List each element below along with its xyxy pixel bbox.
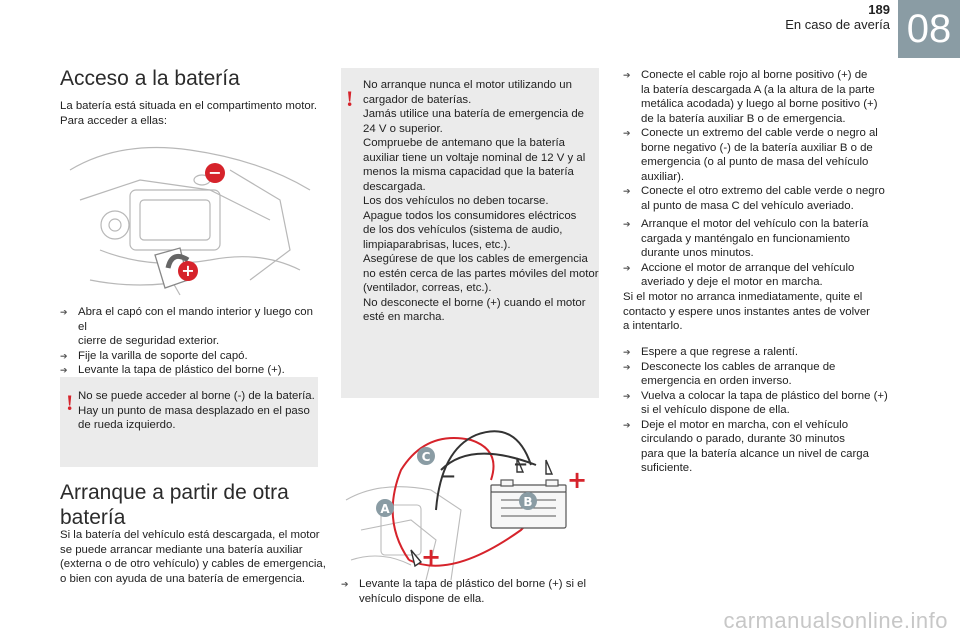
line: emergencia (o al punto de masa del vehículo xyxy=(641,156,869,168)
line: Si el motor no arranca inmediatamente, quite el xyxy=(623,291,863,303)
line: a intentarlo. xyxy=(623,320,683,332)
list-item xyxy=(60,349,322,364)
note-line: Hay un punto de masa desplazado en el paso xyxy=(78,404,310,417)
line: metálica acodada) y luego al borne positivo (+) xyxy=(641,98,878,110)
line: cierre de seguridad exterior. xyxy=(78,335,220,347)
line: (externa o de otro vehículo) y cables de emergencia, xyxy=(60,558,326,570)
line: Levante la tapa de plástico del borne (+). xyxy=(78,364,285,376)
watermark: carmanualsonline.info xyxy=(723,608,948,633)
diagram-plus-b: + xyxy=(567,466,588,494)
chapter-tab: 08 xyxy=(898,0,960,58)
line: Espere a que regrese a ralentí. xyxy=(641,346,799,358)
line: Apague todos los consumidores eléctricos xyxy=(363,209,577,222)
line: Conecte un extremo del cable verde o negro al xyxy=(641,127,878,139)
section-title: En caso de avería xyxy=(785,17,890,32)
line: (ventilador, correas, etc.). xyxy=(363,282,492,294)
finish-steps xyxy=(623,345,893,476)
list-item xyxy=(623,360,893,389)
warning-icon: ! xyxy=(346,86,354,111)
heading-battery-access: Acceso a la batería xyxy=(60,67,240,90)
note-line: No se puede acceder al borne (-) de la batería. xyxy=(78,390,315,402)
list-item xyxy=(623,261,893,290)
intro-line: Para acceder a ellas: xyxy=(60,114,168,127)
line: borne negativo (-) de la batería auxiliar B o de xyxy=(641,141,873,154)
line: emergencia en orden inverso. xyxy=(641,375,792,387)
line: descargada. xyxy=(363,180,426,193)
line: circulando o parado, durante 30 minutos xyxy=(641,433,845,445)
line: Asegúrese de que los cables de emergencia xyxy=(363,253,588,265)
diagram-minus-c: − xyxy=(441,466,457,487)
minus-sign: − xyxy=(208,163,222,182)
start-steps xyxy=(623,217,893,290)
list-item xyxy=(623,126,893,184)
line: Arranque el motor del vehículo con la batería xyxy=(641,218,869,230)
battery-access-steps xyxy=(60,305,322,378)
engine-battery-illustration xyxy=(60,130,320,300)
line: averiado y deje el motor en marcha. xyxy=(641,276,823,288)
label-c: C xyxy=(421,450,431,464)
connection-steps xyxy=(623,68,893,213)
line: suficiente. xyxy=(641,462,693,474)
terminal-cover-step xyxy=(341,577,599,606)
heading-line: Arranque a partir de otra xyxy=(60,481,289,504)
note-text xyxy=(78,389,315,433)
line: Fije la varilla de soporte del capó. xyxy=(78,349,248,362)
line: Conecte el cable rojo al borne positivo (+) de xyxy=(641,69,868,81)
line: No desconecte el borne (+) cuando el motor xyxy=(363,296,586,309)
heading-jump-start xyxy=(60,480,289,530)
line: para que la batería alcance un nivel de carga xyxy=(641,447,869,460)
line: No arranque nunca el motor utilizando un xyxy=(363,79,572,91)
list-item xyxy=(623,184,893,213)
line: durante unos minutos. xyxy=(641,247,754,259)
list-item xyxy=(623,217,893,261)
line: de los dos vehículos (sistema de audio, xyxy=(363,224,563,236)
line: Accione el motor de arranque del vehículo xyxy=(641,261,855,274)
diagram-minus-b: − xyxy=(513,454,529,475)
list-item xyxy=(623,345,893,360)
line: auxiliar tiene un voltaje nominal de 12 V y al xyxy=(363,151,586,164)
line: vehículo dispone de ella. xyxy=(359,592,485,605)
line: de la batería auxiliar B o de emergencia. xyxy=(641,112,846,125)
warning-text xyxy=(363,78,599,325)
line: no estén cerca de las partes móviles del motor xyxy=(363,267,599,280)
intro-line: La batería está situada en el compartimento motor. xyxy=(60,100,318,112)
line: menos la misma capacidad que la batería xyxy=(363,166,574,178)
line: Jamás utilice una batería de emergencia de xyxy=(363,108,584,120)
list-item xyxy=(341,577,599,606)
line: 24 V o superior. xyxy=(363,122,443,135)
line: Abra el capó con el mando interior y luego con el xyxy=(78,306,313,333)
line: cargador de baterías. xyxy=(363,93,472,106)
line: Desconecte los cables de arranque de xyxy=(641,360,836,373)
note-line: de rueda izquierdo. xyxy=(78,419,176,431)
list-item xyxy=(60,363,322,378)
intro-text xyxy=(60,99,317,128)
line: Compruebe de antemano que la batería xyxy=(363,137,566,149)
line: la batería descargada A (a la altura de la parte xyxy=(641,83,875,96)
jump-start-intro xyxy=(60,528,326,586)
heading-line: batería xyxy=(60,506,126,529)
info-note xyxy=(60,377,318,467)
page-number: 189 xyxy=(868,2,890,17)
warning-icon: ! xyxy=(66,390,74,415)
line: contacto y espere unos instantes antes de volver xyxy=(623,305,870,318)
line: al punto de masa C del vehículo averiado. xyxy=(641,199,854,212)
line: Los dos vehículos no deben tocarse. xyxy=(363,195,549,207)
label-a: A xyxy=(380,502,390,516)
line: esté en marcha. xyxy=(363,311,445,323)
line: Levante la tapa de plástico del borne (+) si el xyxy=(359,578,587,590)
line: Vuelva a colocar la tapa de plástico del borne (+) xyxy=(641,389,888,402)
line: Deje el motor en marcha, con el vehículo xyxy=(641,418,849,431)
list-item xyxy=(60,305,322,349)
line: auxiliar). xyxy=(641,170,685,183)
jump-start-diagram xyxy=(341,410,599,580)
line: si el vehículo dispone de ella. xyxy=(641,404,790,416)
warning-box xyxy=(341,68,599,398)
line: se puede arrancar mediante una batería auxiliar xyxy=(60,543,303,556)
list-item xyxy=(623,418,893,476)
diagram-plus-a: + xyxy=(421,543,442,571)
list-item xyxy=(623,68,893,126)
line: o bien con ayuda de una batería de emergencia. xyxy=(60,572,306,585)
line: Si la batería del vehículo está descargada, el motor xyxy=(60,529,320,541)
list-item xyxy=(623,389,893,418)
label-b: B xyxy=(523,495,533,509)
line: Conecte el otro extremo del cable verde o negro xyxy=(641,185,885,197)
retry-text xyxy=(623,290,870,334)
plus-sign: + xyxy=(181,261,195,280)
line: limpiaparabrisas, luces, etc.). xyxy=(363,238,511,251)
line: cargada y manténgalo en funcionamiento xyxy=(641,232,850,245)
